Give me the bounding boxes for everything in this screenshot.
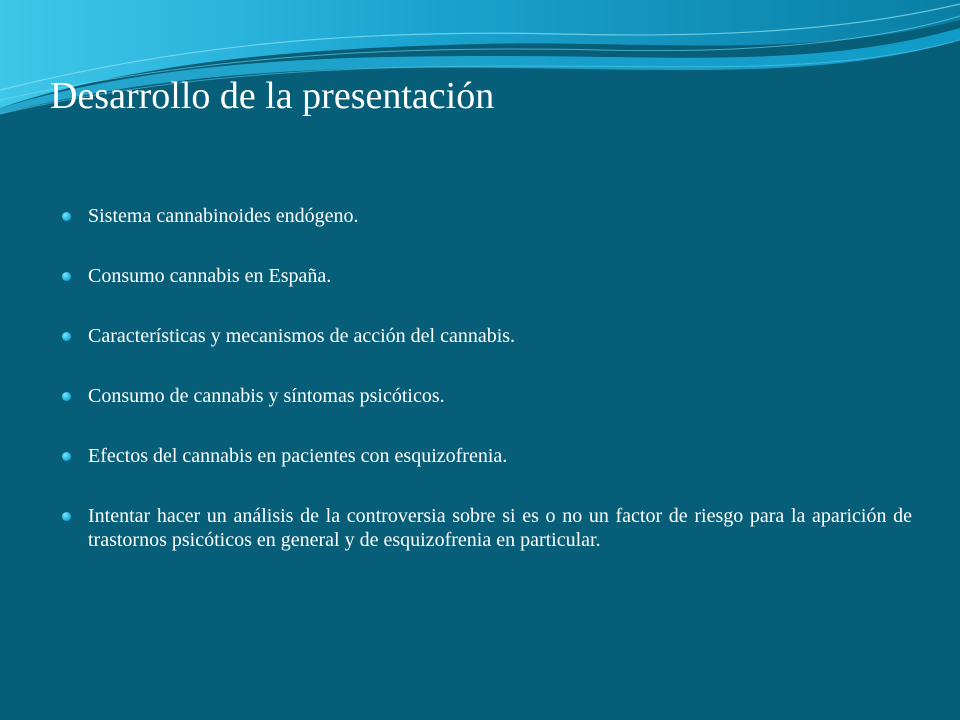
bullet-item xyxy=(62,264,912,288)
bullet-item xyxy=(62,504,912,552)
bullet-text: Características y mecanismos de acción del cannabis. xyxy=(88,325,516,347)
bullet-item xyxy=(62,444,912,468)
bullet-text: Consumo de cannabis y síntomas psicóticos. xyxy=(88,385,445,407)
bullet-text: Intentar hacer un análisis de la controversia sobre si es o no un factor de riesgo para la aparición de trastornos psicóticos en general y de esquizofrenia en particular. xyxy=(88,505,912,551)
bullet-item xyxy=(62,384,912,408)
slide-title: Desarrollo de la presentación xyxy=(50,75,495,117)
bullet-item xyxy=(62,204,912,228)
bullet-text: Efectos del cannabis en pacientes con esquizofrenia. xyxy=(88,445,508,467)
bullet-list xyxy=(62,204,912,588)
bullet-dot-icon xyxy=(62,212,71,221)
bullet-dot-icon xyxy=(62,272,71,281)
bullet-dot-icon xyxy=(62,332,71,341)
bullet-text: Consumo cannabis en España. xyxy=(88,265,332,287)
bullet-dot-icon xyxy=(62,392,71,401)
bullet-item xyxy=(62,324,912,348)
bullet-dot-icon xyxy=(62,512,71,521)
bullet-dot-icon xyxy=(62,452,71,461)
bullet-text: Sistema cannabinoides endógeno. xyxy=(88,205,359,227)
